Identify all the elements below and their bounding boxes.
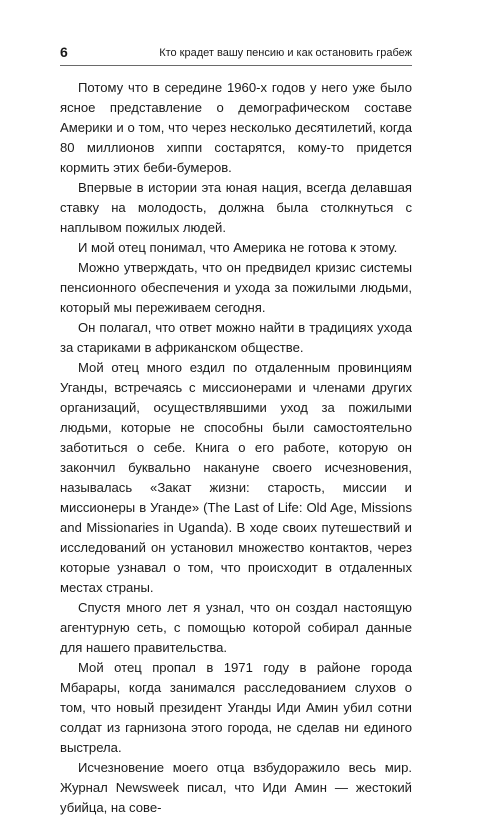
- paragraph: Можно утверждать, что он предвидел кризис системы пенсионного обеспечения и ухода за пожилыми людьми, который мы переживаем сегодня.: [60, 260, 412, 315]
- paragraph: Потому что в середине 1960-х годов у него уже было ясное представление о демографическом составе Америки и о том, что через несколько десятилетий, когда 80 миллионов хиппи состарятся, кому-то придется кормить этих беби-бумеров.: [60, 80, 412, 175]
- paragraph: Мой отец много ездил по отдаленным провинциям Уганды, встречаясь с миссионерами и членами других организаций, осуществлявшими уход за пожилыми людьми, которые не способны были самостоятельно заботиться о себе. Книга о его работе, которую он закончил буквально накануне своего исчезновения, называлась «Закат жизни: старость, миссии и миссионеры в Уганде» (The Last of Life: Old Age, Missions and Missionaries in Uganda). В ходе своих путешествий и исследований он установил множество контактов, через которые узнавал о том, что происходит в отдаленных местах страны.: [60, 360, 412, 595]
- body-text: [60, 78, 412, 818]
- paragraph: Спустя много лет я узнал, что он создал настоящую агентурную сеть, с помощью которой собирал данные для нашего правительства.: [60, 600, 412, 655]
- paragraph: И мой отец понимал, что Америка не готова к этому.: [78, 240, 398, 255]
- book-page: [60, 44, 412, 818]
- page-number: 6: [60, 44, 68, 60]
- paragraph: Впервые в истории эта юная нация, всегда делавшая ставку на молодость, должна была столкнуться с наплывом пожилых людей.: [60, 180, 412, 235]
- running-title: Кто крадет вашу пенсию и как остановить грабеж: [159, 47, 412, 59]
- page-header: [60, 44, 412, 66]
- paragraph: Мой отец пропал в 1971 году в районе города Мбарары, когда занимался расследованием слухов о том, что новый президент Уганды Иди Амин убил сотни солдат из гарнизона этого города, не сделав ни единого выстрела.: [60, 660, 412, 755]
- paragraph: Исчезновение моего отца взбудоражило весь мир. Журнал Newsweek писал, что Иди Амин — жестокий убийца, на сове-: [60, 760, 412, 815]
- paragraph: Он полагал, что ответ можно найти в традициях ухода за стариками в африканском обществе.: [60, 320, 412, 355]
